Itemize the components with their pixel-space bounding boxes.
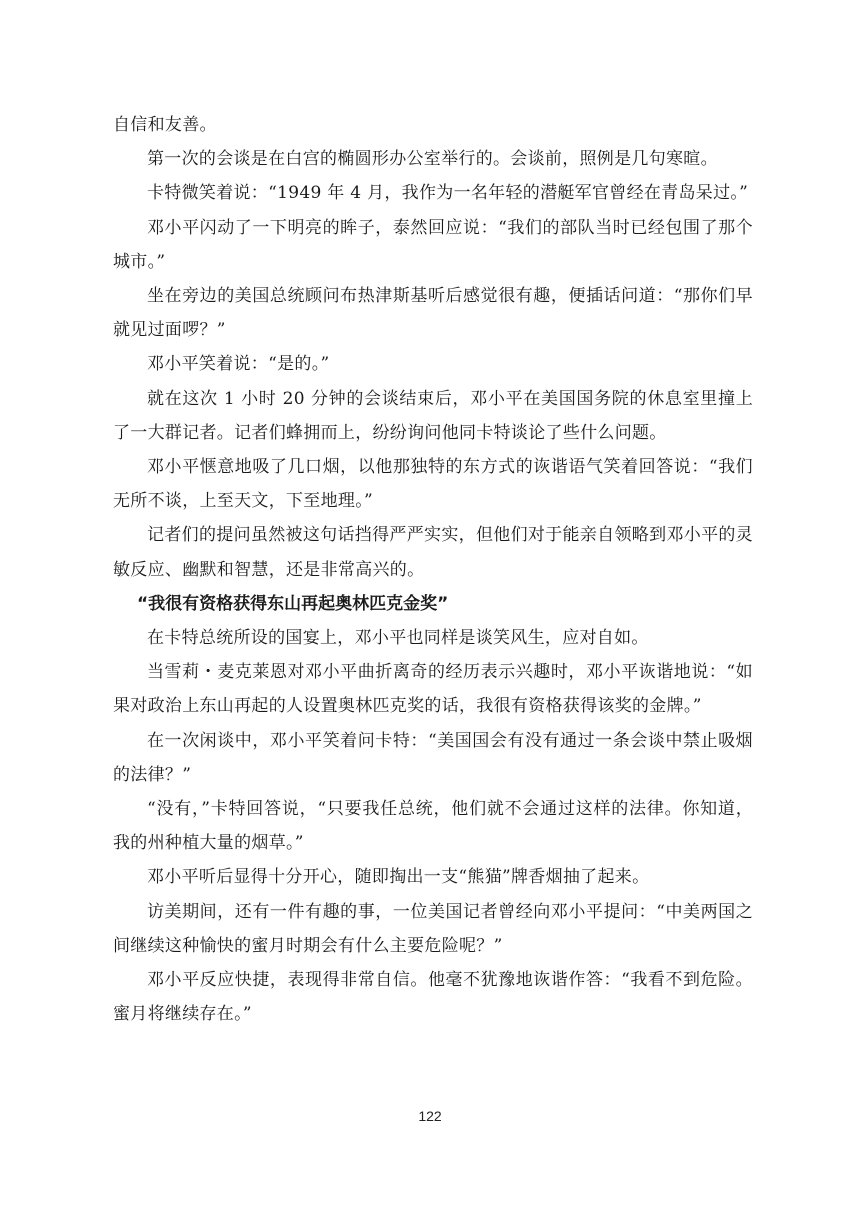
paragraph: 访美期间，还有一件有趣的事，一位美国记者曾经向邓小平提问：“中美两国之间继续这种愉快的蜜月时期会有什么主要危险呢？” [113,901,753,956]
paragraph: 第一次的会谈是在白宫的椭圆形办公室举行的。会谈前，照例是几句寒暄。 [147,149,718,170]
paragraph: 邓小平惬意地吸了几口烟，以他那独特的东方式的诙谐语气笑着回答说：“我们无所不谈，上至天文，下至地理。” [113,457,753,512]
paragraph: 在卡特总统所设的国宴上，邓小平也同样是谈笑风生，应对自如。 [147,628,649,649]
paragraph: 坐在旁边的美国总统顾问布热津斯基听后感觉很有趣，便插话问道：“那你们早就见过面啰？” [113,286,753,341]
paragraph: 邓小平笑着说：“是的。” [147,354,330,375]
paragraph: 当雪莉・麦克莱恩对邓小平曲折离奇的经历表示兴趣时，邓小平诙谐地说：“如果对政治上东山再起的人设置奥林匹克奖的话，我很有资格获得该奖的金牌。” [113,662,753,717]
section-heading: “我很有资格获得东山再起奥林匹克金奖” [137,593,449,614]
paragraph: 记者们的提问虽然被这句话挡得严严实实，但他们对于能亲自领略到邓小平的灵敏反应、幽默和智慧，还是非常高兴的。 [113,525,753,580]
paragraph: 邓小平闪动了一下明亮的眸子，泰然回应说：“我们的部队当时已经包围了那个城市。” [113,217,753,272]
paragraph: 邓小平听后显得十分开心，随即掏出一支“熊猫”牌香烟抽了起来。 [147,867,650,888]
paragraph: 在一次闲谈中，邓小平笑着问卡特：“美国国会有没有通过一条会谈中禁止吸烟的法律？” [113,730,753,785]
paragraph: 邓小平反应快捷，表现得非常自信。他毫不犹豫地诙谐作答：“我看不到危险。蜜月将继续存在。” [113,970,753,1025]
paragraph: 卡特微笑着说：“1949 年 4 月，我作为一名年轻的潜艇军官曾经在青岛呆过。” [147,183,749,204]
paragraph: 自信和友善。 [113,115,217,135]
document-body [113,108,753,1031]
paragraph: 就在这次 1 小时 20 分钟的会谈结束后，邓小平在美国国务院的休息室里撞上了一大群记者。记者们蜂拥而上，纷纷询问他同卡特谈论了些什么问题。 [113,388,753,443]
paragraph: “没有，”卡特回答说，“只要我任总统，他们就不会通过这样的法律。你知道，我的州种植大量的烟草。” [113,799,753,854]
page-number: 122 [418,1108,442,1124]
